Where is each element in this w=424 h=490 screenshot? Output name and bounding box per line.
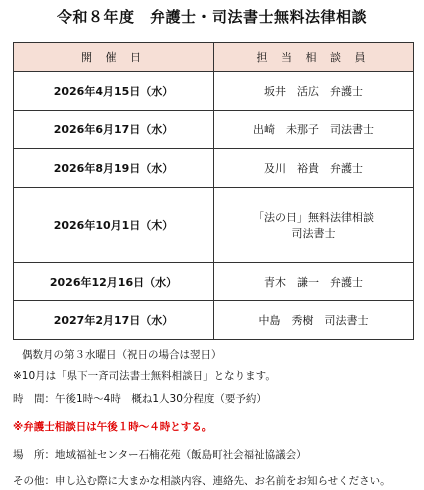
table-row bbox=[14, 149, 414, 188]
staff-line: 坂井 活広 弁護士 bbox=[264, 84, 363, 98]
schedule-rule-note: 偶数月の第３水曜日（祝日の場合は翌日） bbox=[22, 349, 222, 361]
date-cell: 2026年4月15日（水） bbox=[14, 72, 214, 111]
staff-line: 中島 秀樹 司法書士 bbox=[258, 314, 369, 328]
staff-cell bbox=[214, 262, 414, 301]
time-note: 時 間：午後1時～4時 概ね1人30分程度（要予約） bbox=[13, 393, 267, 405]
staff-cell bbox=[214, 72, 414, 111]
table-row bbox=[14, 262, 414, 301]
date-cell: 2026年8月19日（水） bbox=[14, 149, 214, 188]
table-header-row bbox=[14, 43, 414, 72]
staff-cell bbox=[214, 110, 414, 149]
staff-cell bbox=[214, 187, 414, 262]
table-row bbox=[14, 187, 414, 262]
other-note: その他：申し込む際に大まかな相談内容、連絡先、お名前をお知らせください。 bbox=[13, 475, 391, 487]
staff-cell bbox=[214, 301, 414, 340]
date-cell: 2026年10月1日（木） bbox=[14, 187, 214, 262]
date-cell: 2026年6月17日（水） bbox=[14, 110, 214, 149]
staff-line: 出崎 未那子 司法書士 bbox=[253, 123, 374, 137]
table-row bbox=[14, 301, 414, 340]
lawyer-time-note: ※弁護士相談日は午後１時～４時とする。 bbox=[13, 421, 213, 433]
october-note: ※10月は「県下一斉司法書士無料相談日」となります。 bbox=[13, 370, 276, 382]
date-cell: 2026年12月16日（水） bbox=[14, 262, 214, 301]
table-row bbox=[14, 72, 414, 111]
staff-cell bbox=[214, 149, 414, 188]
place-note: 場 所：地域福祉センター石楠花苑（飯島町社会福祉協議会） bbox=[13, 449, 307, 461]
staff-line: 青木 謙一 弁護士 bbox=[264, 275, 363, 289]
staff-line: 司法書士 bbox=[291, 226, 336, 240]
schedule-table bbox=[13, 42, 414, 340]
header-staff: 担 当 相 談 員 bbox=[214, 43, 414, 72]
table-row bbox=[14, 110, 414, 149]
page-title: 令和８年度 弁護士・司法書士無料法律相談 bbox=[56, 8, 367, 26]
staff-line: 「法の日」無料法律相談 bbox=[253, 210, 374, 224]
staff-line: 及川 裕貴 弁護士 bbox=[264, 162, 363, 176]
date-cell: 2027年2月17日（水） bbox=[14, 301, 214, 340]
header-date: 開 催 日 bbox=[14, 43, 214, 72]
